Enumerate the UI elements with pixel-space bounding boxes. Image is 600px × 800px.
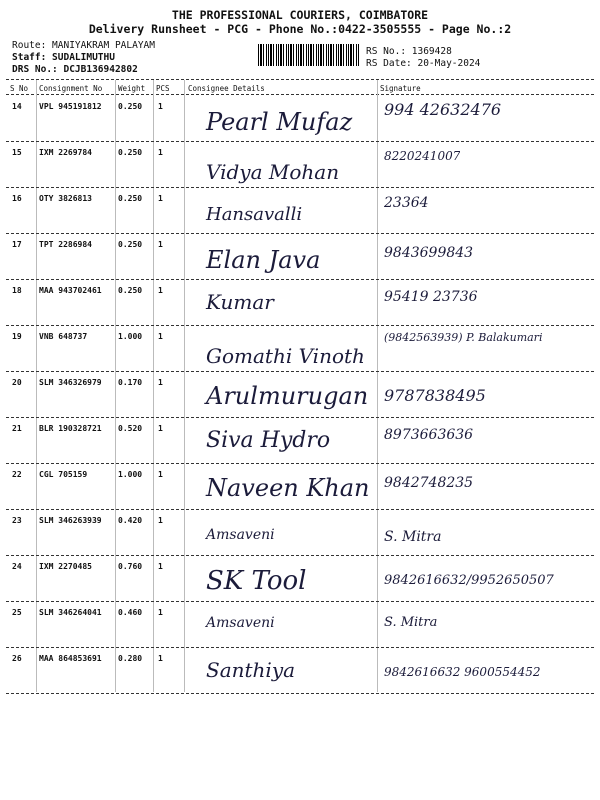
consignee-handwritten-name: Elan Java — [206, 246, 321, 274]
row-weight: 0.280 — [118, 654, 143, 663]
rs-number: RS No.: 1369428 — [366, 46, 452, 57]
signature-handwritten: 95419 23736 — [384, 290, 478, 304]
signature-handwritten: 9842616632/9952650507 — [384, 574, 554, 587]
table-row — [0, 372, 600, 418]
row-consignment-no: IXM 2270485 — [39, 562, 92, 571]
row-consignment-no: VPL 945191812 — [39, 102, 102, 111]
row-weight: 1.000 — [118, 470, 143, 479]
row-sno: 26 — [12, 654, 22, 663]
table-row — [0, 556, 600, 602]
row-pcs: 1 — [158, 102, 163, 111]
consignee-handwritten-name: Pearl Mufaz — [206, 108, 353, 136]
table-row — [0, 188, 600, 234]
col-header-pcs: PCS — [156, 84, 170, 93]
row-weight: 0.420 — [118, 516, 143, 525]
consignee-handwritten-name: Siva Hydro — [206, 428, 331, 453]
runsheet-subtitle: Delivery Runsheet - PCG - Phone No.:0422-3505555 - Page No.:2 — [88, 22, 512, 36]
drs-number: DRS No.: DCJB136942802 — [12, 64, 138, 75]
row-consignment-no: IXM 2269784 — [39, 148, 92, 157]
row-sno: 15 — [12, 148, 22, 157]
row-sno: 14 — [12, 102, 22, 111]
route-label: Route: MANIYAKRAM PALAYAM — [12, 40, 155, 51]
row-weight: 0.250 — [118, 194, 143, 203]
row-weight: 0.170 — [118, 378, 143, 387]
row-pcs: 1 — [158, 516, 163, 525]
row-consignment-no: TPT 2286984 — [39, 240, 92, 249]
row-pcs: 1 — [158, 424, 163, 433]
table-row — [0, 234, 600, 280]
table-row — [0, 510, 600, 556]
consignee-handwritten-name: Amsaveni — [206, 527, 275, 543]
table-row — [0, 142, 600, 188]
row-sno: 22 — [12, 470, 22, 479]
signature-handwritten: 23364 — [384, 196, 429, 210]
consignee-handwritten-name: Naveen Khan — [206, 474, 370, 502]
row-consignment-no: CGL 705159 — [39, 470, 88, 479]
row-sno: 17 — [12, 240, 22, 249]
row-sno: 20 — [12, 378, 22, 387]
row-pcs: 1 — [158, 562, 163, 571]
row-pcs: 1 — [158, 608, 163, 617]
row-separator — [6, 693, 594, 694]
row-pcs: 1 — [158, 654, 163, 663]
rs-date: RS Date: 20-May-2024 — [366, 58, 481, 69]
consignee-handwritten-name: Gomathi Vinoth — [206, 344, 365, 368]
row-consignment-no: BLR 190328721 — [39, 424, 102, 433]
row-consignment-no: SLM 346263939 — [39, 516, 102, 525]
row-pcs: 1 — [158, 194, 163, 203]
row-consignment-no: MAA 943702461 — [39, 286, 102, 295]
barcode-image — [258, 44, 360, 66]
row-consignment-no: SLM 346326979 — [39, 378, 102, 387]
row-weight: 0.250 — [118, 286, 143, 295]
row-weight: 0.250 — [118, 102, 143, 111]
row-consignment-no: SLM 346264041 — [39, 608, 102, 617]
row-pcs: 1 — [158, 148, 163, 157]
row-sno: 19 — [12, 332, 22, 341]
signature-handwritten: 9787838495 — [384, 388, 486, 404]
row-sno: 18 — [12, 286, 22, 295]
row-weight: 0.250 — [118, 148, 143, 157]
row-sno: 24 — [12, 562, 22, 571]
table-row — [0, 280, 600, 326]
consignee-handwritten-name: SK Tool — [206, 566, 307, 596]
signature-handwritten: 994 42632476 — [384, 102, 502, 118]
row-weight: 0.760 — [118, 562, 143, 571]
signature-handwritten: 9842748235 — [384, 476, 474, 490]
table-row — [0, 648, 600, 694]
row-consignment-no: MAA 864853691 — [39, 654, 102, 663]
row-pcs: 1 — [158, 332, 163, 341]
signature-handwritten: 8220241007 — [384, 150, 461, 162]
signature-handwritten: S. Mitra — [384, 616, 438, 629]
row-sno: 23 — [12, 516, 22, 525]
table-row — [0, 418, 600, 464]
col-header-weight: Weight — [118, 84, 146, 93]
consignee-handwritten-name: Hansavalli — [206, 204, 303, 225]
row-weight: 0.460 — [118, 608, 143, 617]
signature-handwritten: 9842616632 9600554452 — [384, 666, 541, 678]
consignee-handwritten-name: Santhiya — [206, 658, 296, 682]
table-row — [0, 96, 600, 142]
row-consignment-no: OTY 3826813 — [39, 194, 92, 203]
consignee-handwritten-name: Amsaveni — [206, 615, 275, 631]
row-weight: 1.000 — [118, 332, 143, 341]
staff-label: Staff: SUDALIMUTHU — [12, 52, 115, 63]
table-header-rule — [6, 94, 594, 95]
row-sno: 25 — [12, 608, 22, 617]
row-sno: 16 — [12, 194, 22, 203]
company-title: THE PROFESSIONAL COURIERS, COIMBATORE — [171, 8, 429, 22]
row-sno: 21 — [12, 424, 22, 433]
signature-handwritten: S. Mitra — [384, 530, 442, 544]
row-pcs: 1 — [158, 240, 163, 249]
col-header-sno: S No — [10, 84, 29, 93]
row-consignment-no: VNB 648737 — [39, 332, 88, 341]
consignee-handwritten-name: Kumar — [206, 290, 274, 314]
table-top-rule — [6, 79, 594, 80]
table-row — [0, 602, 600, 648]
col-header-consignee: Consignee Details — [188, 84, 265, 93]
row-pcs: 1 — [158, 378, 163, 387]
row-pcs: 1 — [158, 286, 163, 295]
consignee-handwritten-name: Arulmurugan — [206, 382, 369, 410]
row-pcs: 1 — [158, 470, 163, 479]
table-row — [0, 326, 600, 372]
signature-handwritten: 9843699843 — [384, 246, 474, 260]
consignee-handwritten-name: Vidya Mohan — [206, 160, 340, 184]
table-row — [0, 464, 600, 510]
signature-handwritten: 8973663636 — [384, 428, 474, 442]
col-header-consignment: Consignment No — [39, 84, 103, 93]
col-header-signature: Signature — [380, 84, 421, 93]
row-weight: 0.250 — [118, 240, 143, 249]
row-weight: 0.520 — [118, 424, 143, 433]
signature-handwritten: (9842563939) P. Balakumari — [384, 332, 543, 343]
